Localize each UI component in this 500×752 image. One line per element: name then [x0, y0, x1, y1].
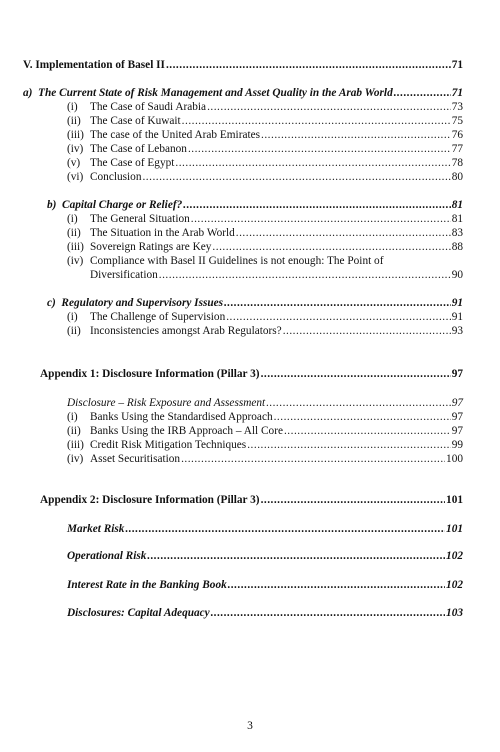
- toc-entry-label: Disclosure – Risk Exposure and Assessment: [67, 397, 266, 409]
- dot-leader: [225, 310, 450, 324]
- toc-entry-b-iii: [67, 240, 463, 254]
- toc-page-number: 97: [451, 411, 463, 423]
- toc-entry-b-i: [67, 212, 463, 226]
- toc-page-number: 100: [446, 453, 463, 465]
- dot-leader: [223, 296, 451, 310]
- toc-entry-number: (iii): [67, 129, 84, 141]
- toc-entry-label: Interest Rate in the Banking Book: [67, 579, 227, 591]
- toc-entry-label: Credit Risk Mitigation Techniques: [90, 439, 247, 451]
- toc-page-number: 76: [451, 129, 463, 141]
- toc-entry-a-v: [67, 156, 463, 170]
- toc-entry-d-iii: [67, 438, 463, 452]
- toc-entry-section-v: [23, 58, 463, 72]
- dot-leader: [260, 367, 451, 381]
- toc-page-number: 102: [446, 550, 463, 562]
- toc-page-number: 102: [446, 579, 463, 591]
- toc-page-number: 97: [451, 368, 463, 380]
- toc-page-number: 101: [446, 523, 463, 535]
- toc-entry-capital-adequacy: [67, 606, 463, 620]
- toc-page-number: 90: [451, 269, 463, 281]
- dot-leader: [181, 114, 451, 128]
- toc-entry-label: Appendix 1: Disclosure Information (Pillar 3): [40, 368, 260, 380]
- dot-leader: [211, 240, 450, 254]
- toc-page-number: 91: [451, 311, 463, 323]
- toc-entry-number: (ii): [67, 115, 81, 127]
- toc-entry-a-i: [67, 100, 463, 114]
- dot-leader: [273, 410, 451, 424]
- toc-entry-a-vi: [67, 170, 463, 184]
- toc-entry-label: Compliance with Basel II Guidelines is not enough: The Point of: [90, 255, 384, 267]
- dot-leader: [174, 156, 450, 170]
- toc-entry-label: Appendix 2: Disclosure Information (Pillar 3): [40, 494, 260, 506]
- dot-leader: [283, 424, 451, 438]
- toc-page-number: 91: [451, 297, 463, 309]
- dot-leader: [393, 86, 451, 100]
- toc-page-number: 71: [451, 59, 463, 71]
- dot-leader: [210, 606, 445, 620]
- toc-entry-label: V. Implementation of Basel II: [23, 59, 165, 71]
- toc-entry-label: The Case of Lebanon: [90, 143, 187, 155]
- toc-entry-label: Diversification: [90, 269, 158, 281]
- toc-entry-label: Operational Risk: [67, 550, 147, 562]
- toc-entry-number: (ii): [67, 227, 81, 239]
- dot-leader: [265, 396, 451, 410]
- toc-entry-d-i: [67, 410, 463, 424]
- toc-entry-label: Sovereign Ratings are Key: [90, 241, 212, 253]
- toc-entry-number: (iv): [67, 143, 84, 155]
- toc-entry-label: Inconsistencies amongst Arab Regulators?: [90, 325, 282, 337]
- toc-entry-number: (iii): [67, 241, 84, 253]
- dot-leader: [141, 170, 450, 184]
- toc-entry-number: (i): [67, 411, 78, 423]
- toc-entry-label: Asset Securitisation: [90, 453, 181, 465]
- toc-entry-number: (vi): [67, 171, 84, 183]
- toc-page-number: 88: [451, 241, 463, 253]
- toc-entry-d-ii: [67, 424, 463, 438]
- toc-entry-number: (i): [67, 213, 78, 225]
- toc-entry-c-i: [67, 310, 463, 324]
- toc-page-number: 99: [451, 439, 463, 451]
- toc-entry-a-iii: [67, 128, 463, 142]
- toc-entry-market-risk: [67, 522, 463, 536]
- toc-page-number: 77: [451, 143, 463, 155]
- toc-entry-number: (v): [67, 157, 81, 169]
- toc-page-number: 103: [446, 607, 463, 619]
- toc-page-number: 71: [451, 87, 463, 99]
- toc-entry-label: The Case of Kuwait: [90, 115, 181, 127]
- toc-entry-label: Conclusion: [90, 171, 142, 183]
- dot-leader: [187, 142, 451, 156]
- toc-entry-a: [23, 86, 463, 100]
- toc-entry-label: c) Regulatory and Supervisory Issues: [47, 297, 224, 309]
- toc-entry-label: a) The Current State of Risk Management and Asset Quality in the Arab World: [23, 87, 393, 99]
- toc-entry-b-iv: [67, 254, 463, 268]
- toc-entry-number: (ii): [67, 425, 81, 437]
- toc-page-number: 81: [451, 199, 463, 211]
- toc-entry-label: The case of the United Arab Emirates: [90, 129, 261, 141]
- toc-entry-number: (iii): [67, 439, 84, 451]
- toc-entry-label: The Situation in the Arab World: [90, 227, 235, 239]
- dot-leader: [124, 522, 445, 536]
- toc-page-number: 73: [451, 101, 463, 113]
- page-number-footer: 3: [247, 720, 253, 732]
- dot-leader: [260, 493, 445, 507]
- toc-page-number: 97: [451, 425, 463, 437]
- toc-entry-d-iv: [67, 452, 463, 466]
- toc-entry-operational-risk: [67, 549, 463, 563]
- toc-entry-label: The Challenge of Supervision: [90, 311, 226, 323]
- toc-entry-label: The Case of Egypt: [90, 157, 175, 169]
- toc-entry-appendix-1: [40, 367, 463, 381]
- toc-entry-label: Disclosures: Capital Adequacy: [67, 607, 210, 619]
- toc-entry-label: Banks Using the Standardised Approach: [90, 411, 273, 423]
- dot-leader: [146, 549, 445, 563]
- toc-page-number: 83: [451, 227, 463, 239]
- toc-entry-a-iv: [67, 142, 463, 156]
- dot-leader: [180, 452, 445, 466]
- toc-page-number: 80: [451, 171, 463, 183]
- toc-entry-number: (iv): [67, 255, 84, 267]
- toc-entry-b: [47, 198, 463, 212]
- toc-entry-label: The General Situation: [90, 213, 190, 225]
- toc-page-number: 75: [451, 115, 463, 127]
- toc-entry-number: (i): [67, 101, 78, 113]
- dot-leader: [165, 58, 451, 72]
- dot-leader: [235, 226, 451, 240]
- dot-leader: [282, 324, 451, 338]
- toc-entry-label: b) Capital Charge or Relief?: [47, 199, 183, 211]
- dot-leader: [246, 438, 450, 452]
- toc-entry-c: [47, 296, 463, 310]
- toc-page-number: 78: [451, 157, 463, 169]
- toc-entry-label: Banks Using the IRB Approach – All Core: [90, 425, 283, 437]
- toc-entry-label: The Case of Saudi Arabia: [90, 101, 207, 113]
- toc-entry-disclosure-risk: [67, 396, 463, 410]
- toc-entry-b-ii: [67, 226, 463, 240]
- toc-page-number: 93: [451, 325, 463, 337]
- toc-page-number: 81: [451, 213, 463, 225]
- toc-page-number: 101: [446, 494, 463, 506]
- toc-page-number: 97: [451, 397, 463, 409]
- toc-entry-number: (ii): [67, 325, 81, 337]
- toc-entry-c-ii: [67, 324, 463, 338]
- dot-leader: [182, 198, 450, 212]
- toc-entry-b-iv-cont: [90, 268, 463, 282]
- toc-entry-a-ii: [67, 114, 463, 128]
- toc-entry-appendix-2: [40, 493, 463, 507]
- toc-entry-number: (i): [67, 311, 78, 323]
- toc-entry-interest-rate: [67, 578, 463, 592]
- dot-leader: [158, 268, 451, 282]
- dot-leader: [206, 100, 451, 114]
- toc-entry-label: Market Risk: [67, 523, 125, 535]
- dot-leader: [227, 578, 445, 592]
- toc-entry-number: (iv): [67, 453, 84, 465]
- dot-leader: [260, 128, 451, 142]
- dot-leader: [190, 212, 451, 226]
